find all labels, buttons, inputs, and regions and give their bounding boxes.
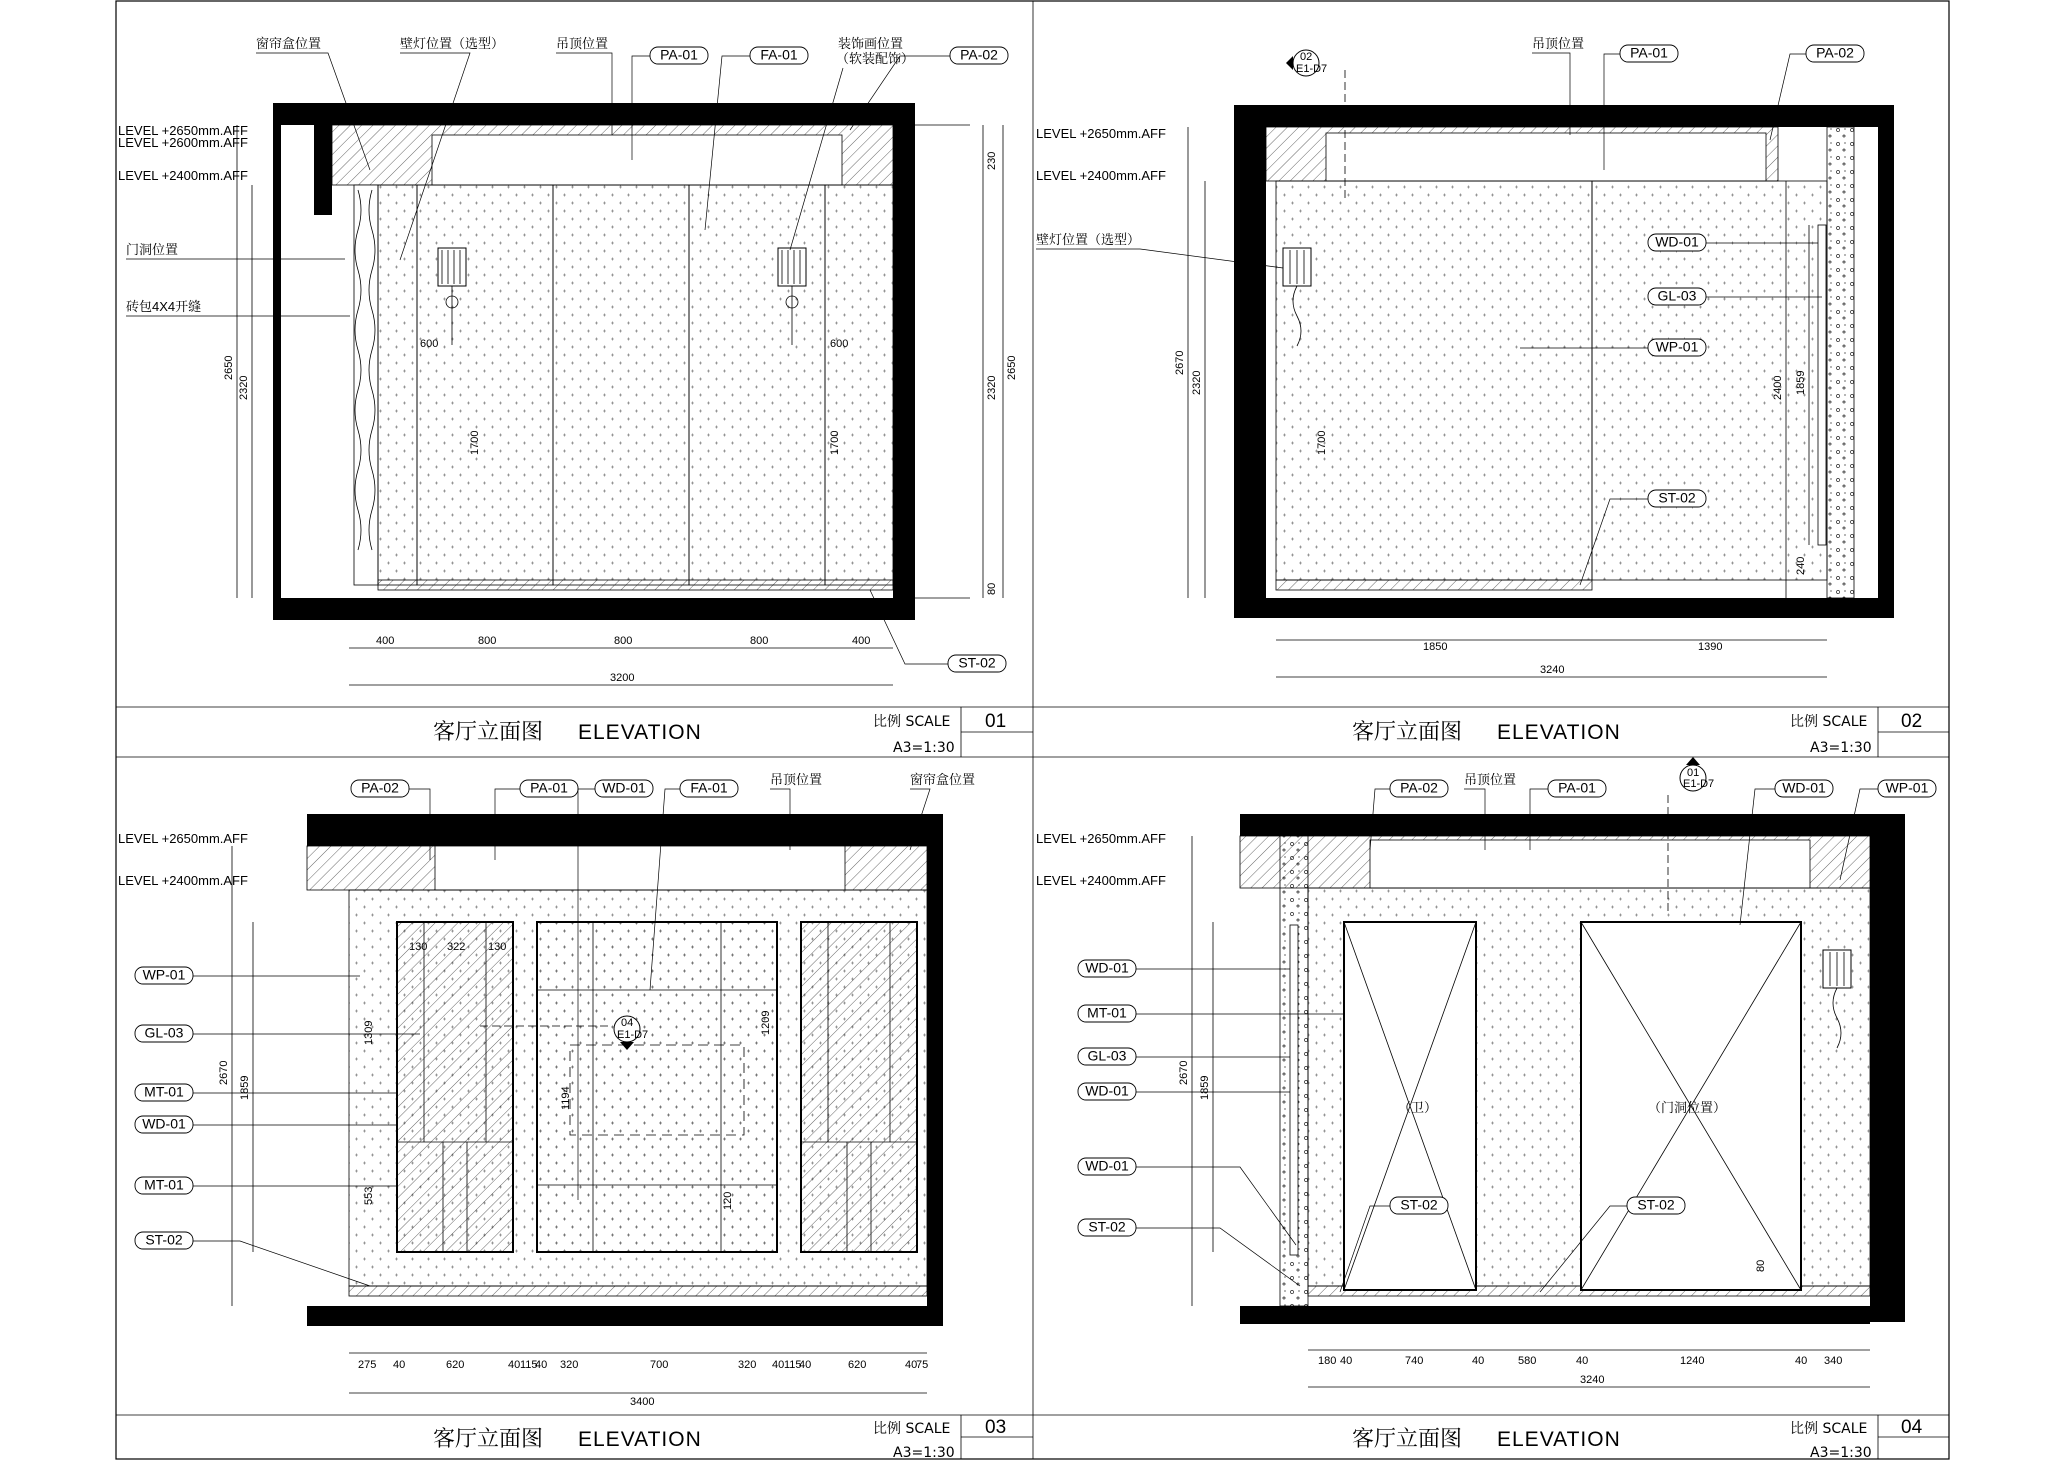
svg-text:130: 130 [488, 941, 507, 953]
svg-text:ST-02: ST-02 [145, 1231, 183, 1248]
title-block-01 [433, 711, 1006, 756]
tag-mt-01 [135, 1177, 193, 1194]
tag-mt-01 [135, 1084, 193, 1101]
svg-text:PA-01: PA-01 [1630, 44, 1668, 61]
svg-text:600: 600 [830, 338, 849, 350]
svg-text:WP-01: WP-01 [1655, 338, 1699, 355]
svg-text:40: 40 [1576, 1355, 1589, 1367]
svg-text:02: 02 [1300, 51, 1313, 63]
svg-text:（软装配饰）: （软装配饰） [836, 51, 915, 66]
svg-text:WD-01: WD-01 [1085, 959, 1129, 976]
svg-text:1859: 1859 [1199, 1075, 1211, 1100]
svg-text:吊顶位置: 吊顶位置 [556, 36, 609, 51]
svg-text:PA-02: PA-02 [1400, 779, 1438, 796]
svg-text:340: 340 [1824, 1355, 1843, 1367]
svg-text:1700: 1700 [1316, 430, 1328, 455]
svg-text:吊顶位置: 吊顶位置 [1532, 36, 1585, 51]
svg-text:700: 700 [650, 1359, 669, 1371]
tag-mt-01 [1078, 1005, 1136, 1022]
svg-text:115: 115 [520, 1359, 538, 1371]
tag-pa-01 [1548, 780, 1606, 797]
svg-text:A3=1:30: A3=1:30 [893, 1445, 955, 1460]
title-block-02 [1352, 711, 1922, 756]
svg-text:3200: 3200 [610, 672, 635, 684]
svg-text:620: 620 [446, 1359, 465, 1371]
tag-pa-02 [950, 47, 1008, 64]
svg-text:FA-01: FA-01 [760, 46, 798, 63]
svg-text:LEVEL +2600mm.AFF: LEVEL +2600mm.AFF [118, 135, 248, 150]
svg-text:600: 600 [420, 338, 439, 350]
svg-text:PA-01: PA-01 [530, 779, 568, 796]
svg-text:E1-D7: E1-D7 [1296, 63, 1328, 75]
svg-text:1700: 1700 [469, 430, 481, 455]
svg-text:比例 SCALE: 比例 SCALE [1790, 714, 1868, 730]
svg-text:3400: 3400 [630, 1396, 655, 1408]
tag-st-02 [1078, 1219, 1136, 1236]
svg-text:80: 80 [986, 582, 998, 595]
svg-text:01: 01 [985, 711, 1007, 732]
svg-text:WP-01: WP-01 [142, 966, 186, 983]
svg-text:ST-02: ST-02 [1658, 489, 1696, 506]
tag-wp-01 [135, 967, 193, 984]
svg-text:40: 40 [1340, 1355, 1353, 1367]
tag-gl-03 [135, 1025, 193, 1042]
svg-text:553: 553 [363, 1186, 375, 1205]
svg-text:1390: 1390 [1698, 641, 1723, 653]
svg-text:180: 180 [1318, 1355, 1337, 1367]
svg-text:04: 04 [621, 1017, 634, 1029]
svg-text:MT-01: MT-01 [1087, 1004, 1127, 1021]
svg-text:LEVEL +2400mm.AFF: LEVEL +2400mm.AFF [118, 873, 248, 888]
svg-text:吊顶位置: 吊顶位置 [1464, 772, 1517, 787]
tag-wd-01 [1078, 960, 1136, 977]
svg-text:40: 40 [905, 1359, 918, 1371]
elevation-02 [1036, 36, 1894, 677]
svg-text:115: 115 [784, 1359, 802, 1371]
svg-text:2320: 2320 [238, 375, 250, 400]
svg-text:比例 SCALE: 比例 SCALE [873, 714, 951, 730]
svg-text:ELEVATION: ELEVATION [1497, 721, 1621, 744]
svg-text:WP-01: WP-01 [1885, 779, 1929, 796]
title-block-03 [433, 1417, 1006, 1460]
tag-pa-02 [351, 780, 409, 797]
svg-text:WD-01: WD-01 [1085, 1082, 1129, 1099]
svg-text:E1-D7: E1-D7 [1683, 778, 1715, 790]
svg-text:ELEVATION: ELEVATION [578, 721, 702, 744]
svg-text:230: 230 [986, 151, 998, 170]
svg-text:130: 130 [409, 941, 428, 953]
svg-text:A3=1:30: A3=1:30 [1810, 740, 1872, 756]
svg-text:窗帘盒位置: 窗帘盒位置 [910, 772, 976, 787]
svg-text:PA-02: PA-02 [960, 46, 998, 63]
svg-text:40: 40 [535, 1359, 548, 1371]
tag-st-02 [1648, 490, 1706, 507]
svg-text:（门洞位置）: （门洞位置） [1648, 1100, 1727, 1115]
tag-wd-01 [1775, 780, 1833, 797]
svg-text:3240: 3240 [1540, 664, 1565, 676]
tag-pa-02 [1806, 45, 1864, 62]
svg-text:客厅立面图: 客厅立面图 [1352, 1427, 1463, 1452]
svg-text:40: 40 [1472, 1355, 1485, 1367]
svg-text:2670: 2670 [1178, 1060, 1190, 1085]
svg-text:ST-02: ST-02 [958, 654, 996, 671]
tag-wd-01 [135, 1116, 193, 1133]
svg-text:壁灯位置（选型）: 壁灯位置（选型） [400, 36, 505, 51]
svg-text:02: 02 [1901, 711, 1923, 732]
svg-text:LEVEL +2650mm.AFF: LEVEL +2650mm.AFF [1036, 831, 1166, 846]
tag-pa-01 [650, 47, 708, 64]
svg-text:03: 03 [985, 1417, 1007, 1438]
svg-text:客厅立面图: 客厅立面图 [1352, 720, 1463, 745]
svg-text:E1-D7: E1-D7 [617, 1029, 649, 1041]
svg-text:A3=1:30: A3=1:30 [1810, 1445, 1872, 1460]
svg-text:A3=1:30: A3=1:30 [893, 740, 955, 756]
svg-text:320: 320 [560, 1359, 579, 1371]
svg-text:ELEVATION: ELEVATION [578, 1428, 702, 1451]
tag-gl-03 [1648, 288, 1706, 305]
svg-text:80: 80 [1755, 1259, 1767, 1272]
tag-wd-01 [595, 780, 653, 797]
svg-text:1850: 1850 [1423, 641, 1448, 653]
svg-text:40: 40 [772, 1359, 785, 1371]
svg-text:40: 40 [508, 1359, 521, 1371]
tag-wd-01 [1648, 234, 1706, 251]
tag-wp-01 [1648, 339, 1706, 356]
tag-st-02 [135, 1232, 193, 1249]
svg-text:吊顶位置: 吊顶位置 [770, 772, 823, 787]
svg-text:ELEVATION: ELEVATION [1497, 1428, 1621, 1451]
tag-fa-01 [680, 780, 738, 797]
svg-text:比例 SCALE: 比例 SCALE [1790, 1421, 1868, 1437]
svg-text:GL-03: GL-03 [1657, 287, 1697, 304]
svg-text:客厅立面图: 客厅立面图 [433, 1427, 544, 1452]
svg-text:40: 40 [799, 1359, 812, 1371]
svg-text:620: 620 [848, 1359, 867, 1371]
svg-text:1194: 1194 [560, 1086, 572, 1110]
svg-text:PA-01: PA-01 [1558, 779, 1596, 796]
svg-text:120: 120 [722, 1191, 734, 1210]
svg-text:800: 800 [478, 635, 497, 647]
svg-text:比例 SCALE: 比例 SCALE [873, 1421, 951, 1437]
svg-text:LEVEL +2650mm.AFF: LEVEL +2650mm.AFF [118, 123, 248, 138]
svg-text:2670: 2670 [218, 1060, 230, 1085]
tag-st-02 [948, 655, 1006, 672]
svg-text:ST-02: ST-02 [1088, 1218, 1126, 1235]
svg-text:400: 400 [852, 635, 871, 647]
svg-text:WD-01: WD-01 [602, 779, 646, 796]
svg-text:（卫）: （卫） [1398, 1100, 1438, 1115]
svg-text:FA-01: FA-01 [690, 779, 728, 796]
svg-text:客厅立面图: 客厅立面图 [433, 720, 544, 745]
svg-text:1309: 1309 [363, 1020, 375, 1045]
svg-text:LEVEL +2650mm.AFF: LEVEL +2650mm.AFF [118, 831, 248, 846]
elevation-03 [118, 772, 975, 1408]
svg-text:275: 275 [358, 1359, 377, 1371]
tag-fa-01 [750, 47, 808, 64]
svg-text:580: 580 [1518, 1355, 1537, 1367]
svg-text:2320: 2320 [986, 375, 998, 400]
tag-wd-01 [1078, 1083, 1136, 1100]
svg-text:PA-01: PA-01 [660, 46, 698, 63]
svg-text:装饰画位置: 装饰画位置 [838, 36, 904, 51]
svg-text:2670: 2670 [1174, 350, 1186, 375]
svg-text:800: 800 [614, 635, 633, 647]
svg-text:1240: 1240 [1680, 1355, 1705, 1367]
svg-text:01: 01 [1687, 767, 1700, 779]
svg-text:WD-01: WD-01 [142, 1115, 186, 1132]
svg-text:04: 04 [1901, 1417, 1923, 1438]
svg-text:1209: 1209 [760, 1010, 772, 1035]
svg-text:40: 40 [393, 1359, 406, 1371]
svg-text:砖包4X4开缝: 砖包4X4开缝 [126, 299, 202, 314]
svg-text:PA-02: PA-02 [1816, 44, 1854, 61]
tag-wp-01 [1878, 780, 1936, 797]
svg-text:ST-02: ST-02 [1637, 1196, 1675, 1213]
svg-text:壁灯位置（选型）: 壁灯位置（选型） [1036, 232, 1141, 247]
svg-text:2400: 2400 [1772, 375, 1784, 400]
svg-text:WD-01: WD-01 [1085, 1157, 1129, 1174]
svg-text:320: 320 [738, 1359, 757, 1371]
title-block-04 [1352, 1417, 1923, 1460]
svg-text:LEVEL +2650mm.AFF: LEVEL +2650mm.AFF [1036, 126, 1166, 141]
elevation-01 [118, 36, 1018, 685]
svg-text:LEVEL +2400mm.AFF: LEVEL +2400mm.AFF [118, 168, 248, 183]
tag-wd-01 [1078, 1158, 1136, 1175]
svg-text:窗帘盒位置: 窗帘盒位置 [256, 36, 322, 51]
elevation-04 [1036, 757, 1936, 1387]
svg-text:322: 322 [447, 941, 466, 953]
svg-text:2650: 2650 [223, 355, 235, 380]
svg-text:GL-03: GL-03 [1087, 1047, 1127, 1064]
svg-text:1700: 1700 [829, 430, 841, 455]
svg-text:400: 400 [376, 635, 395, 647]
svg-text:2650: 2650 [1006, 355, 1018, 380]
tag-pa-01 [520, 780, 578, 797]
svg-text:1859: 1859 [239, 1075, 251, 1100]
tag-pa-02 [1390, 780, 1448, 797]
svg-text:240: 240 [1795, 556, 1807, 575]
svg-text:75: 75 [916, 1359, 929, 1371]
svg-text:2320: 2320 [1191, 370, 1203, 395]
svg-text:MT-01: MT-01 [144, 1176, 184, 1193]
svg-text:LEVEL +2400mm.AFF: LEVEL +2400mm.AFF [1036, 873, 1166, 888]
svg-text:1859: 1859 [1795, 370, 1807, 395]
svg-text:PA-02: PA-02 [361, 779, 399, 796]
svg-text:ST-02: ST-02 [1400, 1196, 1438, 1213]
svg-text:GL-03: GL-03 [144, 1024, 184, 1041]
svg-text:WD-01: WD-01 [1655, 233, 1699, 250]
svg-text:WD-01: WD-01 [1782, 779, 1826, 796]
svg-text:40: 40 [1795, 1355, 1808, 1367]
svg-text:740: 740 [1405, 1355, 1424, 1367]
tag-st-02 [1627, 1197, 1685, 1214]
svg-text:800: 800 [750, 635, 769, 647]
tag-gl-03 [1078, 1048, 1136, 1065]
svg-text:门洞位置: 门洞位置 [126, 242, 179, 257]
svg-text:MT-01: MT-01 [144, 1083, 184, 1100]
tag-pa-01 [1620, 45, 1678, 62]
svg-text:LEVEL +2400mm.AFF: LEVEL +2400mm.AFF [1036, 168, 1166, 183]
svg-text:3240: 3240 [1580, 1374, 1605, 1386]
tag-st-02 [1390, 1197, 1448, 1214]
